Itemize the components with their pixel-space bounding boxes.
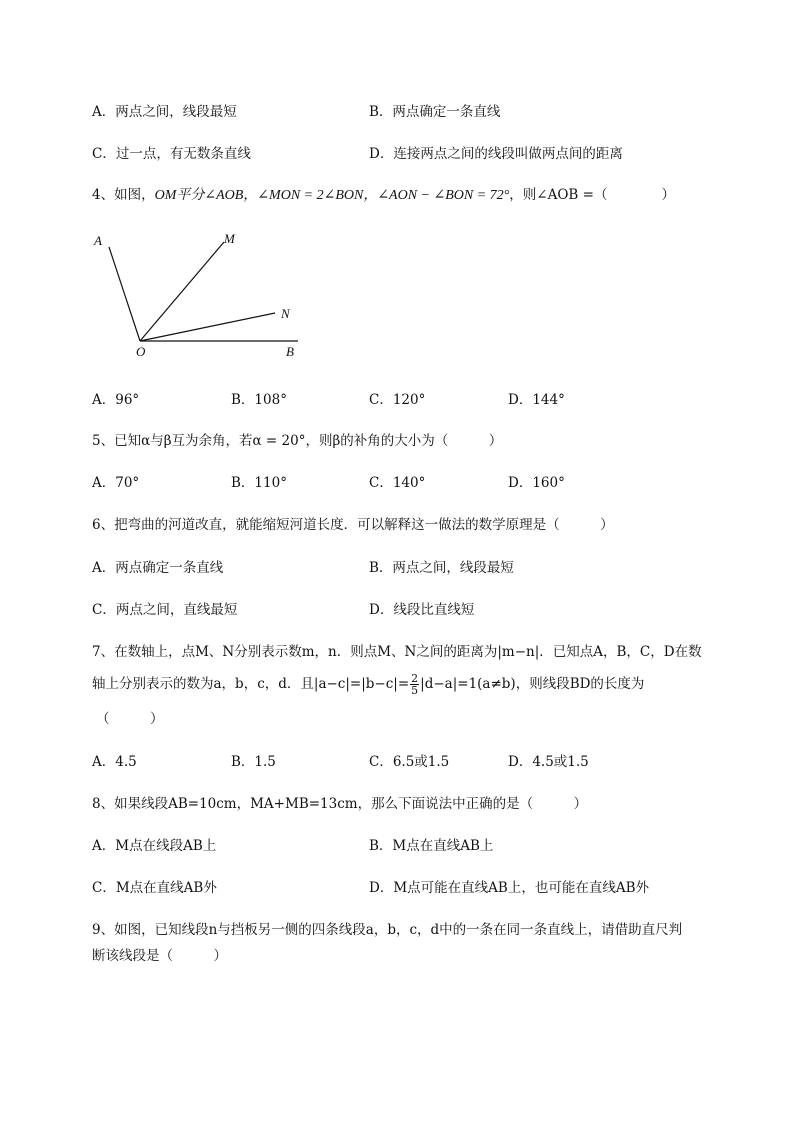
q4-option-b: B．108° bbox=[231, 392, 287, 408]
q3-option-b: B．两点确定一条直线 bbox=[369, 104, 501, 120]
ray-oa bbox=[109, 247, 140, 341]
q6-option-a: A．两点确定一条直线 bbox=[92, 560, 224, 576]
q6-option-b: B．两点之间，线段最短 bbox=[369, 560, 514, 576]
q7-line2 bbox=[92, 670, 644, 698]
q7-line2-suffix: |d−a|=1(a≠b)，则线段BD的长度为 bbox=[420, 676, 645, 692]
q5-stem: 5、已知α与β互为余角，若α = 20°，则β的补角的大小为（ ） bbox=[92, 433, 503, 449]
q7-frac-num: 2 bbox=[411, 672, 419, 685]
label-o: O bbox=[136, 344, 146, 359]
q3-option-d: D．连接两点之间的线段叫做两点间的距离 bbox=[369, 146, 623, 162]
q8-stem: 8、如果线段AB=10cm，MA+MB=13cm，那么下面说法中正确的是（ ） bbox=[92, 796, 588, 812]
q6-stem: 6、把弯曲的河道改直，就能缩短河道长度．可以解释这一做法的数学原理是（ ） bbox=[92, 517, 614, 533]
label-n: N bbox=[281, 306, 290, 321]
q7-option-a: A．4.5 bbox=[92, 754, 137, 770]
q5-option-c: C．140° bbox=[369, 475, 426, 491]
q8-option-c: C．M点在直线AB外 bbox=[92, 880, 217, 896]
q6-option-c: C．两点之间，直线最短 bbox=[92, 602, 238, 618]
q4-stem bbox=[92, 183, 675, 204]
q9-line2: 断该线段是（ ） bbox=[92, 948, 227, 964]
q8-option-b: B．M点在直线AB上 bbox=[369, 838, 494, 854]
q7-option-d: D．4.5或1.5 bbox=[508, 754, 589, 770]
q3-option-a: A．两点之间，线段最短 bbox=[92, 104, 237, 120]
q4-option-d: D．144° bbox=[508, 392, 565, 408]
q8-option-d: D．M点可能在直线AB上，也可能在直线AB外 bbox=[369, 880, 649, 896]
label-b: B bbox=[286, 344, 294, 359]
q4-angle-figure bbox=[88, 225, 318, 365]
q4-stem-suffix: ，则∠AOB =（ ） bbox=[509, 187, 675, 203]
q4-option-c: C．120° bbox=[369, 392, 426, 408]
label-a: A bbox=[94, 233, 102, 248]
q4-stem-math: OM平分∠AOB，∠MON = 2∠BON，∠AON − ∠BON = 72° bbox=[154, 188, 510, 203]
q8-option-a: A．M点在线段AB上 bbox=[92, 838, 217, 854]
q7-option-b: B．1.5 bbox=[231, 754, 276, 770]
q4-stem-prefix: 4、如图， bbox=[92, 187, 155, 203]
q4-option-a: A．96° bbox=[92, 392, 140, 408]
q5-option-b: B．110° bbox=[231, 475, 287, 491]
q7-line3: （ ） bbox=[96, 711, 164, 727]
q7-fraction bbox=[410, 673, 419, 696]
q6-option-d: D．线段比直线短 bbox=[369, 602, 475, 618]
label-m: M bbox=[224, 231, 235, 246]
q5-option-a: A．70° bbox=[92, 475, 140, 491]
q7-frac-den: 5 bbox=[411, 684, 419, 697]
q7-line1: 7、在数轴上，点M、N分别表示数m，n．则点M、N之间的距离为|m−n|．已知点A，B，C，D在数 bbox=[92, 644, 702, 660]
q3-option-c: C．过一点，有无数条直线 bbox=[92, 146, 251, 162]
q7-line2-prefix: 轴上分别表示的数为a，b，c，d．且|a−c|=|b−c|= bbox=[92, 676, 410, 692]
q7-option-c: C．6.5或1.5 bbox=[369, 754, 450, 770]
q9-line1: 9、如图，已知线段n与挡板另一侧的四条线段a，b，c，d中的一条在同一条直线上，请借助直尺判 bbox=[92, 922, 683, 938]
q5-option-d: D．160° bbox=[508, 475, 565, 491]
